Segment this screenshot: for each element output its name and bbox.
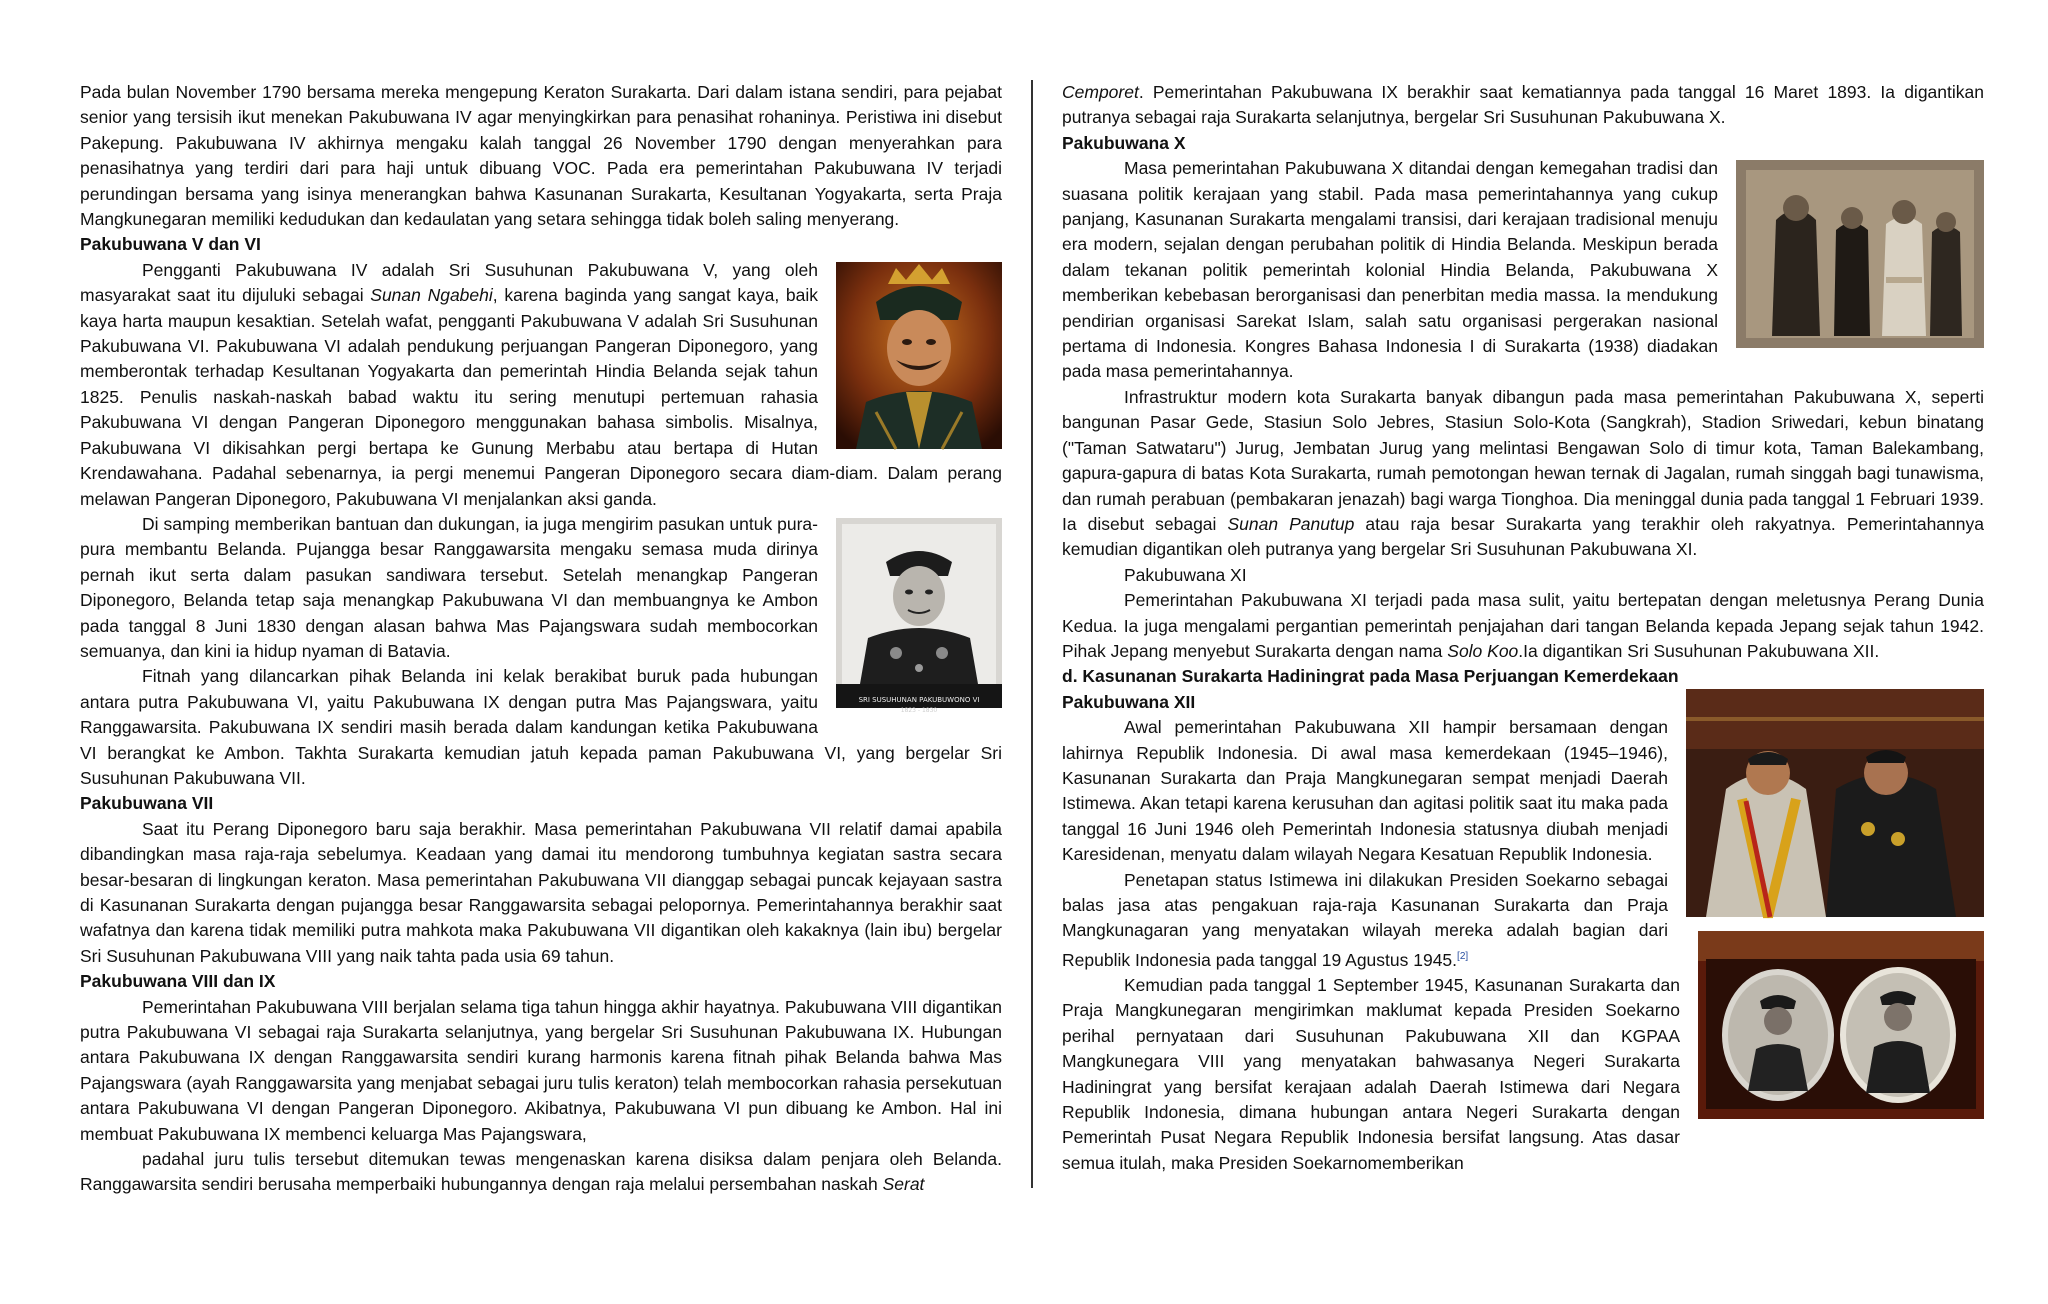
heading-pakubuwana-xii: Pakubuwana XII <box>1062 691 1196 712</box>
heading-section-d: d. Kasunanan Surakarta Hadiningrat pada Masa Perjuangan Kemerdekaan <box>1062 666 1679 687</box>
heading-pakubuwana-vii: Pakubuwana VII <box>80 793 214 814</box>
paragraph-pakepung: Pada bulan November 1790 bersama mereka mengepung Keraton Surakarta. Dari dalam istana sendiri, para pejabat senior yang tersisih ikut menekan Pakubuwana IV agar menyingkirkan para penasihat rohaninya. Peristiwa ini disebut Pakepung. Pakubuwana IV akhirnya mengaku kalah tanggal 26 November 1790 dengan menyerahkan para penasihatnya yang terdiri dari para haji untuk dibuang VOC. Pada era pemerintahan Pakubuwana IV terjadi perundingan bersama yang isinya menerangkan bahwa Kasunanan Surakarta, Kesultanan Yogyakarta, serta Praja Mangkunegaran memiliki kedudukan dan kedaulatan yang setara sehingga tidak boleh saling menyerang. <box>80 82 1002 230</box>
portrait-years: 1823 - 1830 <box>900 706 938 714</box>
portrait-pakubuwana-v-image <box>836 262 1002 449</box>
paragraph-cemporet: Cemporet. Pemerintahan Pakubuwana IX berakhir saat kematiannya pada tanggal 16 Maret 1893. Ia digantikan putranya sebagai raja Surakarta selanjutnya, bergelar Sri Susuhunan Pakubuwana X. <box>1062 82 1984 128</box>
paragraph-fitnah: Fitnah yang dilancarkan pihak Belanda ini kelak berakibat buruk pada hubungan antara putra Pakubuwana VI, yaitu Pakubuwana IX dengan putra Mas Pajangswara, yaitu Ranggawarsita. Pakubuwana IX sendiri masih berada dalam kandungan ketika Pakubuwana VI berangkat ke Ambon. Takhta Surakarta kemudian jatuh kepada paman Pakubuwana VI, yang bergelar Sri Susuhunan Pakubuwana VII. <box>80 666 1002 788</box>
left-column <box>80 80 1002 1198</box>
paragraph-status-istimewa: Penetapan status Istimewa ini dilakukan Presiden Soekarno sebagai balas jasa atas pengakuan raja-raja Kasunanan Surakarta dan Praja Mangkunagaran yang menyatakan wilayah mereka adalah bagian dari Republik Indonesia pada tanggal 19 Agustus 1945.[2] <box>1062 869 1668 970</box>
paragraph-pakubuwana-v: Pengganti Pakubuwana IV adalah Sri Susuhunan Pakubuwana V, yang oleh masyarakat saat itu dijuluki sebagai Sunan Ngabehi, karena baginda yang sangat kaya, baik kaya harta maupun kesaktian. Setelah wafat, pengganti Pakubuwana V adalah Sri Susuhunan Pakubuwana VI. Pakubuwana VI adalah pendukung perjuangan Pangeran Diponegoro, yang memberontak terhadap Kesultanan Yogyakarta dan pemerintah Hindia Belanda sejak tahun 1825. Penulis naskah-naskah babad waktu itu sering menutupi pertemuan rahasia Pakubuwana VI dengan Pangeran Diponegoro menggunakan bahasa simbolis. Misalnya, Pakubuwana VI dikisahkan pergi bertapa ke Gunung Merbabu atau bertapa di Hutan Krendawahana. Padahal sebenarnya, ia pergi menemui Pangeran Diponegoro secara diam-diam. Dalam perang melawan Pangeran Diponegoro, Pakubuwana VI menjalankan aksi ganda. <box>80 259 1002 509</box>
heading-pakubuwana-viii-ix: Pakubuwana VIII dan IX <box>80 971 276 992</box>
portrait-caption: SRI SUSUHUNAN PAKUBUWONO VI <box>858 695 980 704</box>
paragraph-aksi-ganda: Di samping memberikan bantuan dan dukungan, ia juga mengirim pasukan untuk pura-pura membantu Belanda. Pujangga besar Ranggawarsita mengaku semasa muda dirinya pernah ikut serta dalam pasukan sandiwara tersebut. Setelah menangkap Pangeran Diponegoro, Belanda tetap saja menangkap Pakubuwana VI dan membuangnya ke Ambon pada tanggal 8 Juni 1830 dengan alasan bahwa Mas Pajangswara sudah membocorkan semuanya, dan kini ia hidup nyaman di Batavia. <box>80 513 818 661</box>
column-divider <box>1031 80 1033 1188</box>
heading-pakubuwana-xi: Pakubuwana XI <box>1124 564 1247 585</box>
framed-portraits-image <box>1698 931 1984 1119</box>
paragraph-maklumat: Kemudian pada tanggal 1 September 1945, Kasunanan Surakarta dan Praja Mangkunegaran mengirimkan maklumat kepada Presiden Soekarno perihal pernyataan dari Susuhunan Pakubuwana XII dan KGPAA Mangkunegara VIII yang menyatakan bahwasanya Negeri Surakarta Hadiningrat yang bersifat kerajaan adalah Daerah Istimewa dari Negara Republik Indonesia, dimana hubungan antara Negeri Surakarta dengan Pemerintah Pusat Negara Republik Indonesia bersifat langsung. Atas dasar semua itulah, maka Presiden Soekarnomemberikan <box>1062 975 1680 1173</box>
heading-pakubuwana-v-vi: Pakubuwana V dan VI <box>80 234 261 255</box>
photo-pakubuwana-x-image <box>1736 160 1984 348</box>
paragraph-infrastruktur: Infrastruktur modern kota Surakarta banyak dibangun pada masa pemerintahan Pakubuwana X, seperti bangunan Pasar Gede, Stasiun Solo Jebres, Stasiun Solo-Kota (Sangkrah), Stadion Sriwedari, kebun binatang ("Taman Satwataru") Jurug, Jembatan Jurug yang melintasi Bengawan Solo di timur kota, Taman Balekambang, gapura-gapura di batas Kota Surakarta, rumah pemotongan hewan ternak di Jagalan, rumah singgah bagi tunawisma, dan rumah perabuan (pembakaran jenazah) bagi warga Tionghoa. Dia meninggal dunia pada tanggal 1 Februari 1939. Ia disebut sebagai Sunan Panutup atau raja besar Surakarta yang terakhir oleh rakyatnya. Pemerintahannya kemudian digantikan oleh putranya yang bergelar Sri Susuhunan Pakubuwana XI. <box>1062 386 1984 560</box>
footnote-ref-link[interactable]: [2] <box>1457 950 1469 962</box>
paragraph-pakubuwana-viii: Pemerintahan Pakubuwana VIII berjalan selama tiga tahun hingga akhir hayatnya. Pakubuwana VIII digantikan putra Pakubuwana VI sebagai raja Surakarta selanjutnya, yang bergelar Sri Susuhunan Pakubuwana IX. Hubungan antara Pakubuwana IX dengan Ranggawarsita sendiri kurang harmonis karena fitnah pihak Belanda bahwa Mas Pajangswara (ayah Ranggawarsita yang menjabat sebagai juru tulis keraton) telah membocorkan rahasia persekutuan antara Pakubuwana VI dengan Pangeran Diponegoro. Akibatnya, Pakubuwana VI pun dibuang ke Ambon. Hal ini membuat Pakubuwana IX membenci keluarga Mas Pajangswara, <box>80 996 1002 1144</box>
portrait-pakubuwana-vi-image <box>836 518 1002 714</box>
paragraph-pakubuwana-x: Masa pemerintahan Pakubuwana X ditandai dengan kemegahan tradisi dan suasana politik kerajaan yang stabil. Pada masa pemerintahannya yang cukup panjang, Kasunanan Surakarta mengalami transisi, dari kerajaan tradisional menuju era modern, sejalan dengan perubahan politik di Hindia Belanda. Meskipun berada dalam tekanan politik pemerintah kolonial Hindia Belanda, Pakubuwana X memberikan kebebasan berorganisasi dan penerbitan media massa. Ia mendukung pendirian organisasi Sarekat Islam, salah satu organisasi pergerakan nasional pertama di Indonesia. Kongres Bahasa Indonesia I di Surakarta (1938) diadakan pada masa pemerintahannya. <box>1062 158 1718 382</box>
heading-pakubuwana-x: Pakubuwana X <box>1062 132 1186 153</box>
paragraph-pakubuwana-xii: Awal pemerintahan Pakubuwana XII hampir bersamaan dengan lahirnya Republik Indonesia. Di awal masa kemerdekaan (1945–1946), Kasunanan Surakarta dan Praja Mangkunegaran sempat menjadi Daerah Istimewa. Akan tetapi karena kerusuhan dan agitasi politik saat itu maka pada tanggal 16 Juni 1946 oleh Pemerintah Indonesia statusnya diubah menjadi Karesidenan, menyatu dalam wilayah Negara Kesatuan Republik Indonesia. <box>1062 717 1668 865</box>
right-column <box>1062 80 1984 1176</box>
paragraph-pakubuwana-xi: Pemerintahan Pakubuwana XI terjadi pada masa sulit, yaitu bertepatan dengan meletusnya Perang Dunia Kedua. Ia juga mengalami pergantian pemerintah penjajahan dari tangan Belanda kepada Jepang sejak tahun 1942. Pihak Jepang menyebut Surakarta dengan nama Solo Koo.Ia digantikan Sri Susuhunan Pakubuwana XII. <box>1062 590 1984 661</box>
paragraph-juru-tulis: padahal juru tulis tersebut ditemukan tewas mengenaskan karena disiksa dalam penjara oleh Belanda. Ranggawarsita sendiri berusaha memperbaiki hubungannya dengan raja melalui persembahan naskah Serat <box>80 1149 1002 1195</box>
photo-pakubuwana-xii-image <box>1686 689 1984 917</box>
paragraph-pakubuwana-vii: Saat itu Perang Diponegoro baru saja berakhir. Masa pemerintahan Pakubuwana VII relatif damai apabila dibandingkan masa raja-raja sebelumya. Keadaan yang damai itu mendorong tumbuhnya kegiatan sastra secara besar-besaran di lingkungan keraton. Masa pemerintahan Pakubuwana VII dianggap sebagai puncak kejayaan sastra di Kasunanan Surakarta dengan pujangga besar Ranggawarsita sebagai pelopornya. Pemerintahannya berakhir saat wafatnya dan karena tidak memiliki putra mahkota maka Pakubuwana VII digantikan oleh kakaknya (lain ibu) bergelar Sri Susuhunan Pakubuwana VIII yang naik tahta pada usia 69 tahun. <box>80 818 1002 966</box>
